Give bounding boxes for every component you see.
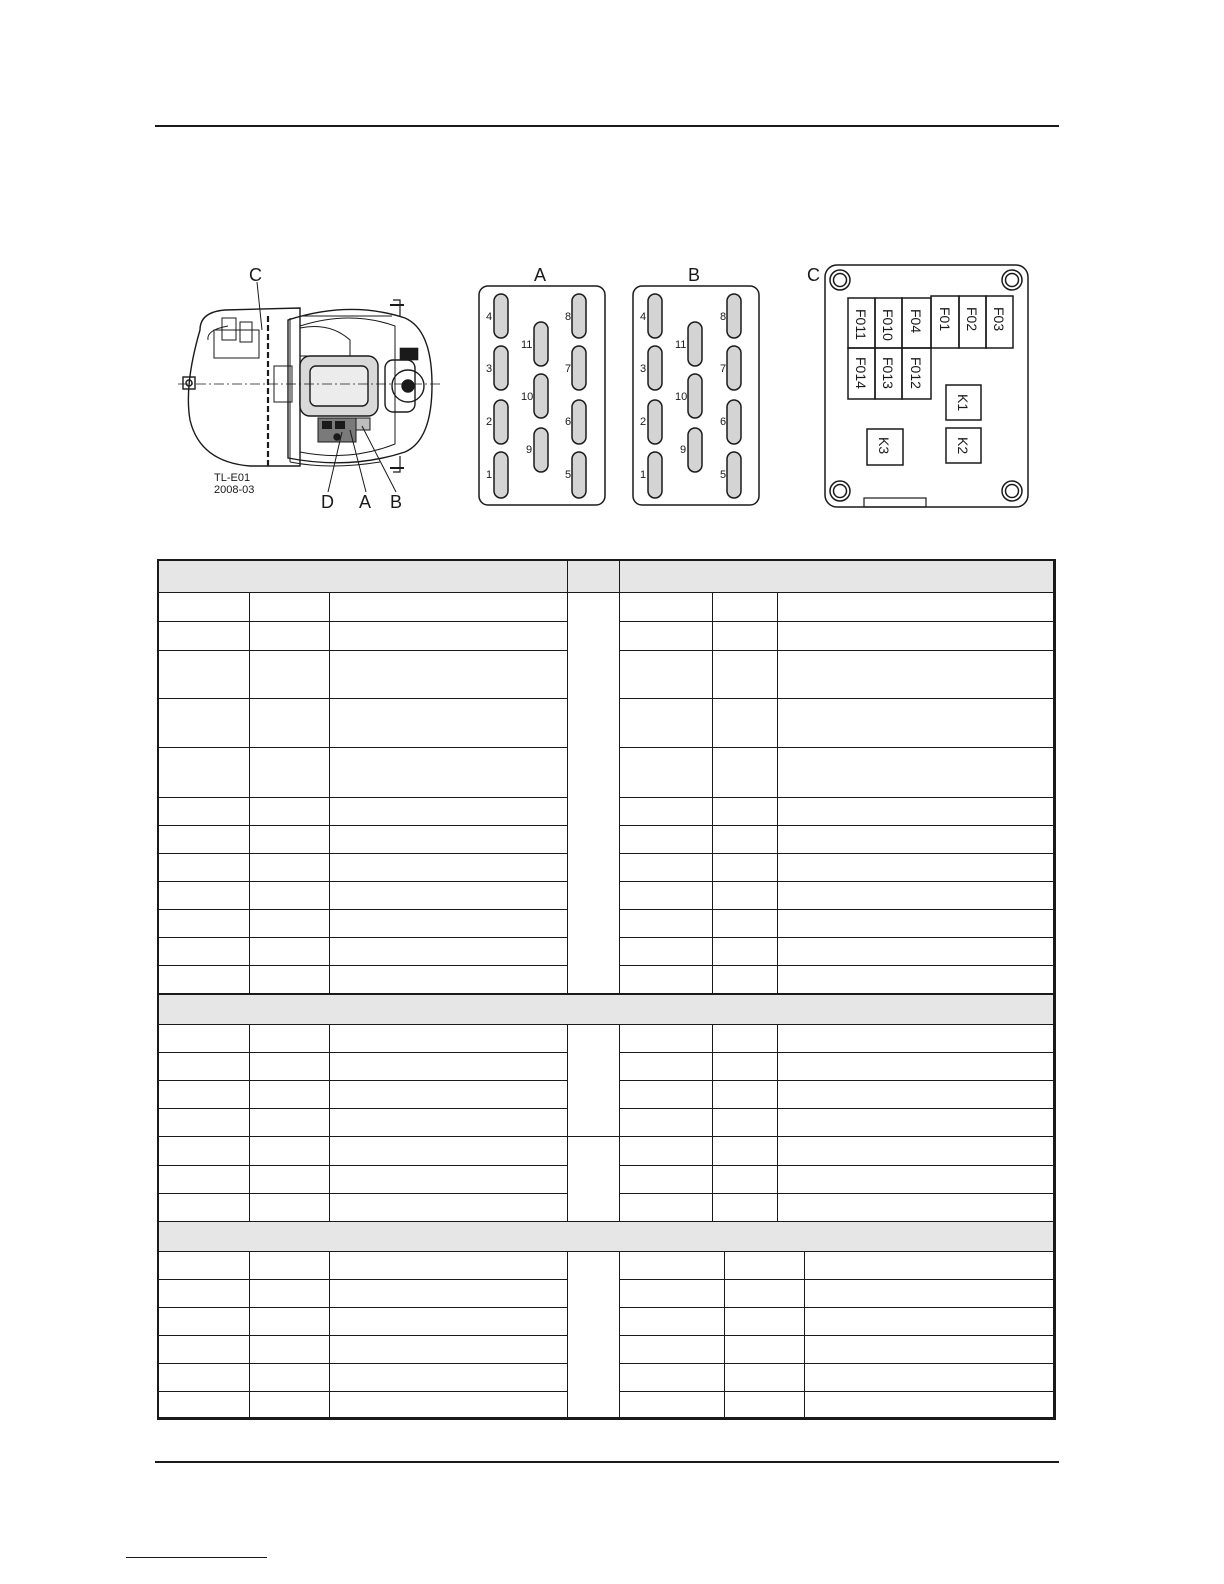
table-cell — [620, 826, 713, 854]
table-cell — [713, 882, 778, 910]
table-cell — [620, 1336, 725, 1364]
connector-b-pin-label-6: 6 — [720, 416, 727, 428]
table-cell — [158, 1222, 1056, 1252]
table-cell — [778, 938, 1056, 966]
table-cell — [620, 699, 713, 748]
table-cell — [778, 699, 1056, 748]
table-cell — [725, 1308, 805, 1336]
table-cell — [250, 910, 330, 938]
table-cell — [713, 622, 778, 651]
table-cell — [250, 1081, 330, 1109]
table-cell — [330, 1252, 568, 1280]
table-cell — [713, 798, 778, 826]
table-cell — [330, 1364, 568, 1392]
fuse-label-f011: F011 — [853, 309, 869, 340]
connector-b-pin-1 — [648, 452, 662, 498]
table-cell — [158, 1194, 250, 1222]
fuse-box-label: C — [807, 265, 820, 285]
connector-b-pin-label-1: 1 — [640, 469, 647, 481]
table-cell — [158, 1336, 250, 1364]
table-cell — [330, 1392, 568, 1420]
table-cell — [158, 938, 250, 966]
table-cell — [250, 1109, 330, 1137]
table-cell — [620, 1194, 713, 1222]
table-row — [158, 1025, 1056, 1053]
table-cell — [330, 593, 568, 622]
table-cell — [805, 1252, 1056, 1280]
table-cell — [250, 1392, 330, 1420]
table-cell — [713, 699, 778, 748]
table-cell — [805, 1364, 1056, 1392]
table-cell — [158, 1137, 250, 1166]
table-cell — [330, 622, 568, 651]
table-cell — [330, 699, 568, 748]
connector-b-pins — [648, 294, 741, 498]
connector-b-pin-label-5: 5 — [720, 469, 727, 481]
pin-table-section-3 — [157, 1221, 1056, 1420]
table-cell — [250, 1166, 330, 1194]
table-cell — [158, 1392, 250, 1420]
table-cell — [713, 1081, 778, 1109]
table-cell — [620, 622, 713, 651]
table-cell — [713, 1166, 778, 1194]
table-cell — [158, 910, 250, 938]
table-cell — [778, 854, 1056, 882]
table-cell — [250, 1025, 330, 1053]
table-cell — [778, 1081, 1056, 1109]
connector-a-pin-2 — [494, 400, 508, 444]
table-cell — [620, 966, 713, 994]
table-cell — [713, 938, 778, 966]
table-cell — [778, 826, 1056, 854]
table-header-row — [158, 560, 1056, 593]
table-cell — [620, 651, 713, 699]
table-cell — [330, 854, 568, 882]
connector-b-pin-label-11: 11 — [675, 339, 687, 351]
connector-b-pin-6 — [727, 400, 741, 444]
table-cell — [620, 1053, 713, 1081]
connector-a-pin-10 — [534, 374, 548, 418]
connector-a-pin-label-9: 9 — [526, 444, 533, 456]
table-cell — [158, 1364, 250, 1392]
table-cell — [778, 910, 1056, 938]
table-cell — [713, 826, 778, 854]
pin-table-section-2 — [157, 994, 1056, 1222]
table-cell — [620, 1364, 725, 1392]
table-cell — [778, 1137, 1056, 1166]
table-cell — [330, 798, 568, 826]
fuse-label-f03: F03 — [991, 307, 1007, 332]
connector-a-pin-label-11: 11 — [521, 339, 533, 351]
fuse-label-f013: F013 — [880, 357, 896, 389]
table-cell — [713, 1194, 778, 1222]
connector-b-pin-8 — [727, 294, 741, 338]
table-cell — [250, 1336, 330, 1364]
table-cell — [330, 1109, 568, 1137]
table-cell — [778, 748, 1056, 798]
table-cell — [725, 1364, 805, 1392]
table-cell — [158, 1166, 250, 1194]
table-cell — [250, 651, 330, 699]
table-cell — [250, 966, 330, 994]
table-cell — [778, 1166, 1056, 1194]
table-cell — [620, 910, 713, 938]
table-cell — [620, 854, 713, 882]
table-cell — [620, 798, 713, 826]
connector-b-pin-5 — [727, 452, 741, 498]
connector-a-pin-label-2: 2 — [486, 416, 493, 428]
header-cell-right — [620, 560, 1056, 593]
table-cell — [620, 593, 713, 622]
connector-a-pin-label-8: 8 — [565, 311, 572, 323]
table-cell — [158, 1109, 250, 1137]
relay-label-k3: K3 — [876, 437, 892, 455]
table-cell — [330, 651, 568, 699]
table-cell — [158, 699, 250, 748]
connector-a-pin-label-1: 1 — [486, 469, 493, 481]
table-cell — [713, 854, 778, 882]
table-cell — [158, 966, 250, 994]
connector-b-pin-7 — [727, 346, 741, 390]
table-cell — [250, 938, 330, 966]
table-cell — [620, 882, 713, 910]
table-cell — [250, 1280, 330, 1308]
header-cell-left — [158, 560, 568, 593]
table-cell — [713, 910, 778, 938]
connector-b-pin-label-7: 7 — [720, 363, 727, 375]
table-cell — [620, 1081, 713, 1109]
table-cell — [778, 1194, 1056, 1222]
connector-a-pins — [494, 294, 586, 498]
table-cell — [330, 1280, 568, 1308]
table-cell — [620, 938, 713, 966]
table-cell — [805, 1392, 1056, 1420]
connector-a-pin-4 — [494, 294, 508, 338]
table-cell — [805, 1308, 1056, 1336]
table-cell — [250, 699, 330, 748]
table-cell — [713, 593, 778, 622]
table-cell — [620, 1025, 713, 1053]
connector-a-pin-11 — [534, 322, 548, 366]
connector-a-pin-label-6: 6 — [565, 416, 572, 428]
connector-b-pin-9 — [688, 428, 702, 472]
connector-b-pin-4 — [648, 294, 662, 338]
footer-rule — [155, 1461, 1059, 1463]
table-cell — [250, 748, 330, 798]
table-cell — [158, 622, 250, 651]
section-header-row — [158, 1222, 1056, 1252]
table-cell — [250, 1137, 330, 1166]
connector-b-pin-label-2: 2 — [640, 416, 647, 428]
table-row — [158, 593, 1056, 622]
spacer-column — [568, 593, 620, 994]
table-cell — [330, 910, 568, 938]
connector-a-pin-label-5: 5 — [565, 469, 572, 481]
connector-a-pin-1 — [494, 452, 508, 498]
connector-b-pin-10 — [688, 374, 702, 418]
table-row — [158, 1252, 1056, 1280]
table-cell — [250, 1194, 330, 1222]
relay-label-k1: K1 — [955, 394, 971, 412]
table-row — [158, 1137, 1056, 1166]
table-cell — [713, 1137, 778, 1166]
table-cell — [158, 798, 250, 826]
table-cell — [158, 593, 250, 622]
fuse-label-f02: F02 — [964, 307, 980, 332]
fuse-label-f01: F01 — [937, 307, 953, 332]
table-cell — [158, 826, 250, 854]
connector-a-label: A — [534, 265, 547, 285]
table-cell — [158, 1308, 250, 1336]
table-cell — [620, 748, 713, 798]
table-cell — [778, 798, 1056, 826]
table-cell — [330, 1166, 568, 1194]
table-cell — [805, 1336, 1056, 1364]
table-cell — [330, 748, 568, 798]
table-cell — [713, 966, 778, 994]
table-cell — [713, 748, 778, 798]
relay-label-k2: K2 — [955, 437, 971, 455]
table-cell — [330, 826, 568, 854]
table-cell — [713, 1053, 778, 1081]
table-cell — [330, 1194, 568, 1222]
table-cell — [330, 966, 568, 994]
table-cell — [725, 1252, 805, 1280]
callout-a: A — [359, 492, 372, 512]
table-cell — [158, 651, 250, 699]
table-cell — [620, 1166, 713, 1194]
table-cell — [713, 1025, 778, 1053]
table-cell — [330, 1308, 568, 1336]
table-cell — [330, 1081, 568, 1109]
table-cell — [620, 1109, 713, 1137]
connector-a-pin-8 — [572, 294, 586, 338]
table-cell — [778, 593, 1056, 622]
table-cell — [778, 651, 1056, 699]
connector-a-pin-label-4: 4 — [486, 311, 493, 323]
connector-b-pin-2 — [648, 400, 662, 444]
connector-a-pin-5 — [572, 452, 586, 498]
connector-a-pin-label-3: 3 — [486, 363, 493, 375]
table-cell — [330, 1025, 568, 1053]
connector-a-pin-3 — [494, 346, 508, 390]
table-cell — [620, 1280, 725, 1308]
connector-a-pin-label-7: 7 — [565, 363, 572, 375]
spacer-column — [568, 1025, 620, 1137]
footnote-separator — [126, 1557, 267, 1558]
callout-b: B — [390, 492, 403, 512]
table-cell — [725, 1336, 805, 1364]
table-cell — [725, 1280, 805, 1308]
connector-b-pin-label-8: 8 — [720, 311, 727, 323]
table-cell — [725, 1392, 805, 1420]
callout-d: D — [321, 492, 334, 512]
table-cell — [158, 1053, 250, 1081]
section-header-row — [158, 995, 1056, 1025]
table-cell — [778, 1025, 1056, 1053]
table-cell — [250, 1252, 330, 1280]
table-cell — [778, 1109, 1056, 1137]
header-cell-middle — [568, 560, 620, 593]
connector-b-pin-label-3: 3 — [640, 363, 647, 375]
table-cell — [250, 1053, 330, 1081]
table-cell — [713, 1109, 778, 1137]
connector-a-pin-label-10: 10 — [521, 391, 534, 403]
table-cell — [250, 882, 330, 910]
table-cell — [330, 1137, 568, 1166]
table-cell — [330, 938, 568, 966]
table-cell — [805, 1280, 1056, 1308]
table-cell — [158, 1025, 250, 1053]
connector-b-pin-label-9: 9 — [680, 444, 687, 456]
table-cell — [250, 1364, 330, 1392]
table-cell — [330, 882, 568, 910]
fuse-label-f012: F012 — [908, 357, 924, 389]
table-cell — [330, 1053, 568, 1081]
table-cell — [778, 622, 1056, 651]
table-cell — [250, 854, 330, 882]
vehicle-top-view — [178, 282, 440, 492]
table-cell — [158, 1081, 250, 1109]
fuse-label-f014: F014 — [853, 357, 869, 389]
table-cell — [250, 1308, 330, 1336]
table-cell — [250, 622, 330, 651]
connector-a-pin-7 — [572, 346, 586, 390]
connector-a-pin-6 — [572, 400, 586, 444]
connector-b-pin-label-4: 4 — [640, 311, 647, 323]
connector-b-pin-label-10: 10 — [675, 391, 688, 403]
table-cell — [158, 854, 250, 882]
figure-date: 2008-03 — [214, 484, 255, 496]
table-cell — [620, 1252, 725, 1280]
connector-b-pin-3 — [648, 346, 662, 390]
spacer-column — [568, 1137, 620, 1222]
connector-b-label: B — [688, 265, 701, 285]
table-cell — [250, 798, 330, 826]
callout-c-vehicle: C — [249, 265, 262, 285]
connector-a-pin-9 — [534, 428, 548, 472]
table-cell — [158, 995, 1056, 1025]
table-cell — [713, 651, 778, 699]
figure-code: TL-E01 — [214, 472, 251, 484]
table-cell — [620, 1308, 725, 1336]
table-cell — [620, 1392, 725, 1420]
table-cell — [250, 826, 330, 854]
table-cell — [158, 882, 250, 910]
table-cell — [778, 966, 1056, 994]
table-cell — [158, 748, 250, 798]
connector-b-pin-11 — [688, 322, 702, 366]
table-cell — [330, 1336, 568, 1364]
table-cell — [158, 1252, 250, 1280]
fuse-label-f04: F04 — [908, 309, 924, 334]
pin-table-section-1 — [157, 559, 1056, 994]
spacer-column — [568, 1252, 620, 1420]
table-cell — [158, 1280, 250, 1308]
fuse-label-f010: F010 — [880, 309, 896, 341]
wiring-figures — [0, 0, 1224, 560]
table-cell — [778, 1053, 1056, 1081]
table-cell — [250, 593, 330, 622]
table-cell — [778, 882, 1056, 910]
table-cell — [620, 1137, 713, 1166]
